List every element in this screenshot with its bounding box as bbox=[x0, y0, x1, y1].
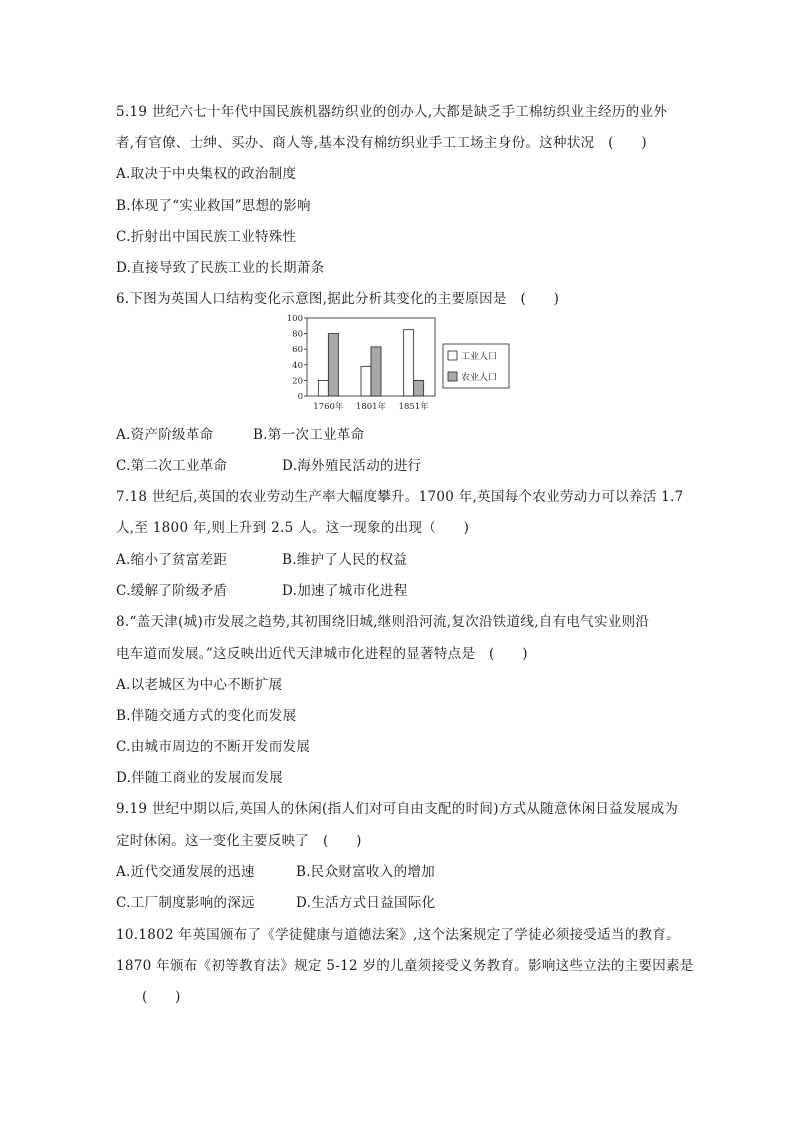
legend-swatch bbox=[448, 351, 457, 360]
y-tick-label: 0 bbox=[297, 392, 303, 402]
q6-stem: 6.下图为英国人口结构变化示意图,据此分析其变化的主要原因是 ( ) bbox=[116, 291, 560, 307]
bar-industrial bbox=[404, 330, 414, 396]
q10-stem-line1: 10.1802 年英国颁布了《学徒健康与道德法案》,这个法案规定了学徒必须接受适当的教育。 bbox=[116, 927, 680, 943]
q5-stem-line1: 5.19 世纪六七十年代中国民族机器纺织业的创办人,大都是缺乏手工棉纺织业主经历的业外 bbox=[116, 104, 668, 120]
q9-option-c[interactable]: C.工厂制度影响的深远 bbox=[116, 895, 255, 911]
q8-stem-line1: 8.“盖天津(城)市发展之趋势,其初围绕旧城,继则沿河流,复次沿铁道线,自有电气实业则沿 bbox=[116, 614, 650, 630]
q9-stem-line1: 9.19 世纪中期以后,英国人的休闲(指人们对可自由支配的时间)方式从随意休闲日益发展成为 bbox=[116, 801, 679, 817]
legend-swatch bbox=[448, 372, 457, 381]
q6-option-d[interactable]: D.海外殖民活动的进行 bbox=[282, 458, 422, 474]
q9-option-d[interactable]: D.生活方式日益国际化 bbox=[296, 895, 436, 911]
q6-option-a[interactable]: A.资产阶级革命 bbox=[116, 427, 214, 443]
y-tick-label: 20 bbox=[292, 376, 303, 387]
y-tick-label: 60 bbox=[292, 345, 303, 356]
q8-option-a[interactable]: A.以老城区为中心不断扩展 bbox=[116, 677, 283, 693]
y-tick-label: 40 bbox=[292, 360, 303, 371]
q9-option-a[interactable]: A.近代交通发展的迅速 bbox=[116, 864, 255, 880]
q10-stem-line2: 1870 年颁布《初等教育法》规定 5-12 岁的儿童须接受义务教育。影响这些立法的主要因素是 bbox=[116, 958, 694, 974]
q8-option-c[interactable]: C.由城市周边的不断开发而发展 bbox=[116, 739, 311, 755]
x-tick-label: 1801年 bbox=[355, 402, 387, 412]
q6-option-b[interactable]: B.第一次工业革命 bbox=[253, 427, 365, 443]
q5-option-d[interactable]: D.直接导致了民族工业的长期萧条 bbox=[116, 260, 325, 276]
q8-stem-line2: 电车道而发展。”这反映出近代天津城市化进程的显著特点是 ( ) bbox=[116, 646, 528, 662]
q6-option-c[interactable]: C.第二次工业革命 bbox=[116, 458, 228, 474]
legend-label: 工业人口 bbox=[461, 352, 498, 362]
q5-option-a[interactable]: A.取决于中央集权的政治制度 bbox=[116, 166, 297, 182]
q7-stem-line1: 7.18 世纪后,英国的农业劳动生产率大幅度攀升。1700 年,英国每个农业劳动力可以养活 1.7 bbox=[116, 489, 684, 505]
q8-option-b[interactable]: B.伴随交通方式的变化而发展 bbox=[116, 708, 297, 724]
q10-answer-blank: ( ) bbox=[142, 989, 181, 1005]
q7-option-b[interactable]: B.维护了人民的权益 bbox=[282, 552, 408, 568]
q9-option-b[interactable]: B.民众财富收入的增加 bbox=[296, 864, 436, 880]
bar-industrial bbox=[361, 366, 371, 396]
q5-option-c[interactable]: C.折射出中国民族工业特殊性 bbox=[116, 229, 297, 245]
x-tick-label: 1851年 bbox=[398, 402, 429, 412]
y-tick-label: 80 bbox=[292, 329, 303, 340]
bar-agricultural bbox=[414, 380, 424, 396]
legend-label: 农业人口 bbox=[461, 373, 498, 383]
bar-agricultural bbox=[371, 347, 381, 396]
q7-option-d[interactable]: D.加速了城市化进程 bbox=[282, 583, 408, 599]
q7-stem-line2: 人,至 1800 年,则上升到 2.5 人。这一现象的出现（ ) bbox=[116, 520, 470, 536]
q8-option-d[interactable]: D.伴随工商业的发展而发展 bbox=[116, 770, 284, 786]
q5-option-b[interactable]: B.体现了“实业救国”思想的影响 bbox=[116, 198, 311, 214]
q5-stem-line2: 者,有官僚、士绅、买办、商人等,基本没有棉纺织业手工工场主身份。这种状况 ( ) bbox=[116, 135, 647, 151]
q7-option-c[interactable]: C.缓解了阶级矛盾 bbox=[116, 583, 228, 599]
q9-stem-line2: 定时休闲。这一变化主要反映了 ( ) bbox=[116, 833, 362, 849]
bar-agricultural bbox=[328, 334, 338, 396]
y-tick-label: 100 bbox=[286, 314, 303, 324]
population-chart bbox=[285, 314, 515, 418]
bar-industrial bbox=[318, 380, 328, 396]
q7-option-a[interactable]: A.缩小了贫富差距 bbox=[116, 552, 228, 568]
x-tick-label: 1760年 bbox=[313, 402, 344, 412]
